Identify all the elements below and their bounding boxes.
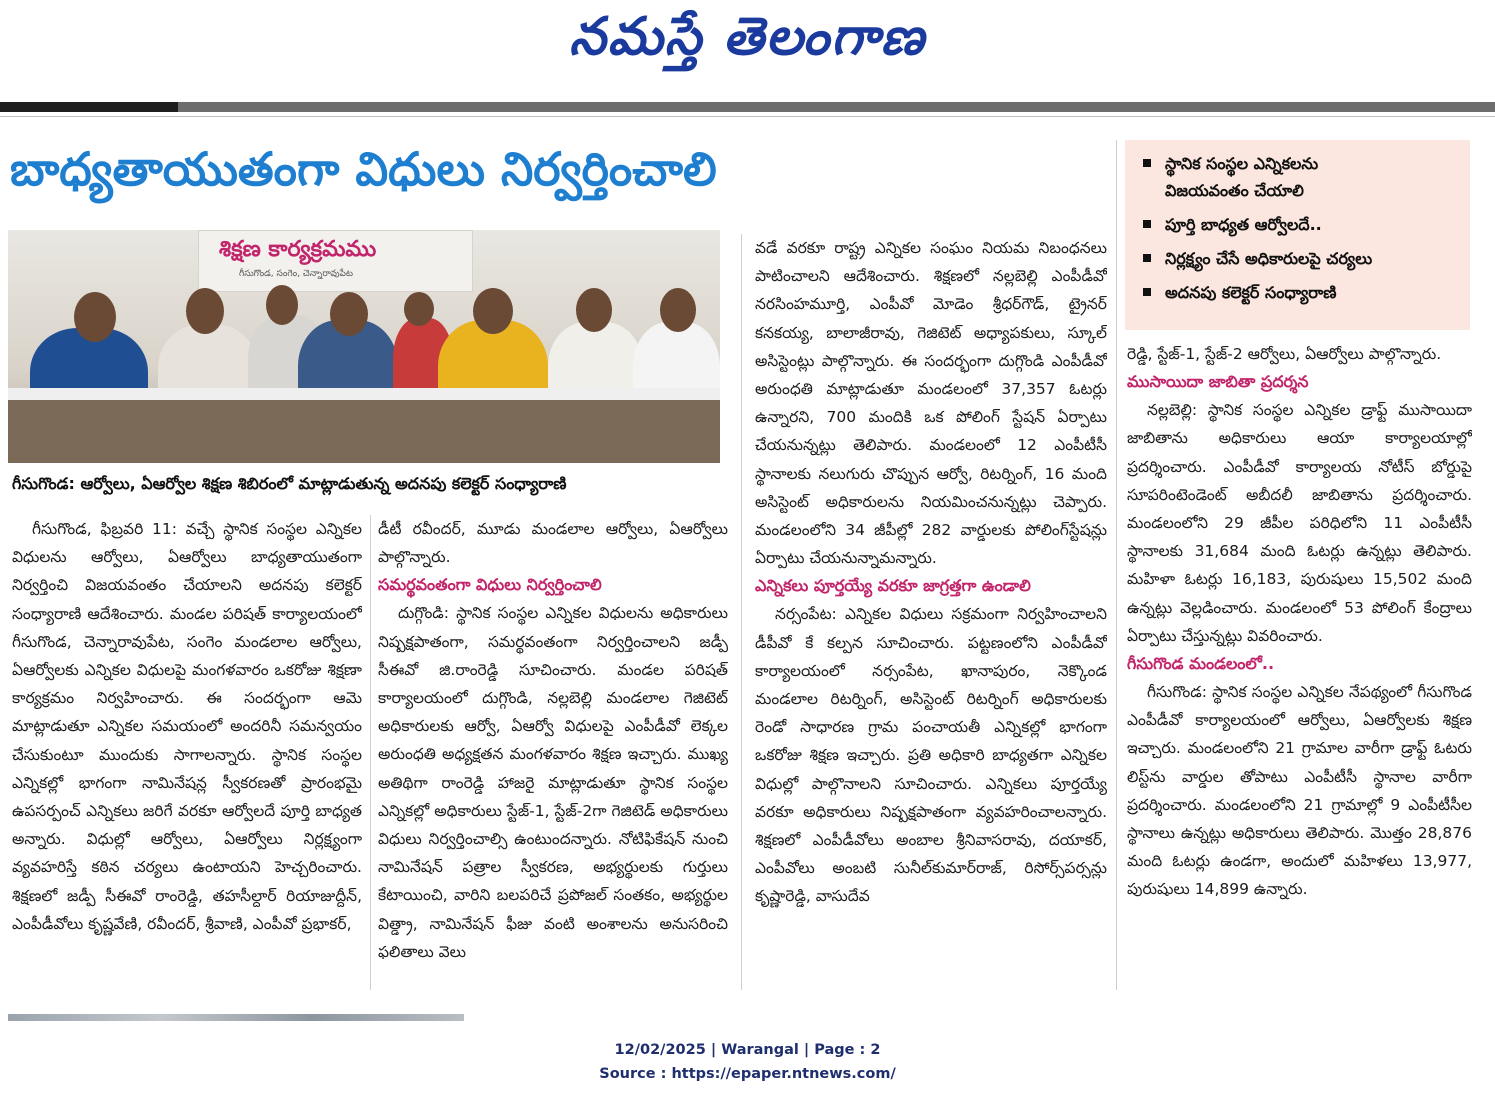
banner-title: శిక్షణ కార్యక్రమము [219,237,377,262]
highlight-text: అదనపు కలెక్టర్ సంధ్యారాణి [1165,283,1337,302]
highlight-text: నిర్లక్ష్యం చేసే అధికారులపై చర్యలు [1165,249,1373,268]
highlight-item [1139,279,1460,306]
square-bullet-icon [1143,159,1151,167]
masthead-rule-accent [0,102,178,112]
source-link[interactable]: Source : https://epaper.ntnews.com/ [599,1066,896,1082]
square-bullet-icon [1143,254,1151,262]
square-bullet-icon [1143,288,1151,296]
article-column-2 [378,515,728,995]
highlight-item [1139,211,1460,238]
table [8,400,720,463]
photo-person-head [576,288,612,332]
highlight-item [1139,245,1460,272]
banner-subtitle: గీసుగొండ, సంగెం, చెన్నారావుపేట [239,269,353,279]
article-column-4 [1127,340,1472,996]
column-1-body: గీసుగొండ, ఫిబ్రవరి 11: వచ్చే స్థానిక సంస్థల ఎన్నికల విధులను ఆర్వోలు, ఏఆర్వోలు బాధ్యతాయుతంగా నిర్వర్తించి విజయవంతం చేయాలని అదనపు కలెక్టర్ సంధ్యారాణి ఆదేశించారు. మండల పరిషత్ కార్యాలయంలో గీసుగొండ, చెన్నారావుపేట, సంగెం మండలాల ఆర్వోలు, ఏఆర్వోలకు ఎన్నికల విధులపై మంగళవారం ఒకరోజు శిక్షణా కార్యక్రమం నిర్వహించారు. ఈ సందర్భంగా ఆమె మాట్లాడుతూ ఎన్నికల సమయంలో అందరినీ సమన్వయం చేసుకుంటూ ముందుకు సాగాలన్నారు. స్థానిక సంస్థల ఎన్నికల్లో భాగంగా నామినేషన్ల స్వీకరణతో ప్రారంభమై ఉపసర్పంచ్ ఎన్నికలు జరిగే వరకూ ఆర్వోలదే పూర్తి బాధ్యత అన్నారు. విధుల్లో ఆర్వోలు, ఏఆర్వోలు నిర్లక్ష్యంగా వ్యవహరిస్తే కఠిన చర్యలు ఉంటాయని హెచ్చరించారు. శిక్షణలో జడ్పీ సీఈవో రాంరెడ్డి, తహసీల్దార్ రియాజుద్దీన్, ఎంపీడీవోలు కృష్ణవేణి, రవీందర్, శ్రీవాణి, ఎంపీవో ప్రభాకర్, [12,520,362,933]
page-footer [0,1038,1495,1086]
column-4-subhead-2: గీసుగొండ మండలంలో.. [1127,654,1275,674]
column-divider [370,515,371,990]
photo-person-head [404,292,434,326]
column-4-body-1: నల్లబెల్లి: స్థానిక సంస్థల ఎన్నికల డ్రాఫ్ట్ ముసాయిదా జాబితాను అధికారులు ఆయా కార్యాలయాల్లో ప్రదర్శించారు. ఎంపీడీవో కార్యాలయ నోటీస్ బోర్డుపై సూపరింటెండెంట్ అబీదలీ జాబితాను ప్రదర్శించారు. మండలంలోని 29 జీపీల పరిధిలోని 11 ఎంపీటీసీ స్థానాలకు 31,684 మంది ఓటర్లు ఉన్నట్లు తెలిపారు. మహిళా ఓటర్లు 16,183, పురుషులు 15,502 మంది ఉన్నట్లు వెల్లడించారు. మండలంలో 53 పోలింగ్ కేంద్రాలు ఏర్పాటు చేస్తున్నట్లు వివరించారు. [1127,401,1472,645]
column-3-body: నర్సంపేట: ఎన్నికల విధులు సక్రమంగా నిర్వహించాలని డీపీవో కే కల్పన సూచించారు. పట్టణంలోని ఎంపీడీవో కార్యాలయంలో నర్సంపేట, ఖానాపురం, నెక్కొండ మండలాల రిటర్నింగ్, అసిస్టెంట్ రిటర్నింగ్ అధికారులకు రెండో సాధారణ గ్రామ పంచాయతీ ఎన్నికల్లో భాగంగా ఒకరోజు శిక్షణ ఇచ్చారు. ప్రతి అధికారి బాధ్యతగా ఎన్నికల విధుల్లో పాల్గొనాలని సూచించారు. ఎన్నికలు పూర్తయ్యే వరకూ అధికారులు నిష్పక్షపాతంగా వ్యవహరించాలన్నారు. శిక్షణలో ఎంపీడీవోలు అంబాల శ్రీనివాసరావు, దయాకర్, ఎంపీవోలు అంబటి సునీల్‌కుమార్‌రాజ్, రిసోర్స్‌పర్సన్లు కృష్ణారెడ్డి, వాసుదేవ [755,605,1107,906]
article-column-3 [755,234,1107,996]
column-divider [741,234,742,990]
masthead-rule-thin [0,116,1495,117]
article-photo [8,230,720,463]
photo-person-head [186,288,224,334]
training-banner [198,230,473,292]
photo-person-head [473,288,513,334]
column-3-subhead: ఎన్నికలు పూర్తయ్యే వరకూ జాగ్రత్తగా ఉండాలి [755,576,1031,596]
column-4-body-2: గీసుగొండ: స్థానిక సంస్థల ఎన్నికల నేపథ్యంలో గీసుగొండ ఎంపీడీవో కార్యాలయంలో ఆర్వోలు, ఏఆర్వోలకు శిక్షణ ఇచ్చారు. మండలంలోని 21 గ్రామాల వారీగా డ్రాఫ్ట్ ఓటరు లిస్ట్‌ను వార్డుల తోపాటు ఎంపీటీసీ స్థానాల వారీగా ప్రదర్శించారు. మండలంలోని 21 గ్రామాల్లో 9 ఎంపీటీసీల స్థానాలు ఉన్నట్లు అధికారులు తెలిపారు. మొత్తం 28,876 మంది ఓటర్లు ఉండగా, అందులో మహిళలు 13,977, పురుషులు 14,899 ఉన్నారు. [1127,683,1472,899]
highlight-text: పూర్తి బాధ్యత ఆర్వోలదే.. [1165,215,1322,234]
photo-person-head [660,288,696,332]
masthead-rule [0,102,1495,112]
highlight-item [1139,150,1389,204]
column-4-subhead-1: ముసాయిదా జాబితా ప్రదర్శన [1127,372,1309,392]
highlights-box [1125,140,1470,330]
edition-info: 12/02/2025 | Warangal | Page : 2 [614,1042,881,1058]
column-2-body: దుగ్గొండి: స్థానిక సంస్థల ఎన్నికల విధులను అధికారులు నిష్పక్షపాతంగా, సమర్థవంతంగా నిర్వర్తించాలని జడ్పీ సీఈవో జి.రాంరెడ్డి సూచించారు. మండల పరిషత్ కార్యాలయంలో దుగ్గొండి, నల్లబెల్లి మండలాల గెజిటెట్ అధికారులకు ఆర్వో, ఏఆర్వో విధులపై ఎంపీడీవో లెక్కల అరుంధతి అధ్యక్షతన మంగళవారం శిక్షణ ఇచ్చారు. ముఖ్య అతిథిగా రాంరెడ్డి హాజరై మాట్లాడుతూ స్థానిక సంస్థల ఎన్నికల్లో అధికారులు స్టేజ్-1, స్టేజ్-2గా గెజిటెడ్ అధికారులు విధులు నిర్వర్తించాల్సి ఉంటుందన్నారు. నోటిఫికేషన్ నుంచి నామినేషన్ పత్రాల స్వీకరణ, అభ్యర్థులకు గుర్తులు కేటాయించి, వారిని బలపరిచే ప్రపోజల్ సంతకం, అభ్యర్థుల విత్డ్రా, నామినేషన్ ఫీజు వంటి అంశాలను అనుసరించి ఫలితాలు వెలు [378,604,728,961]
column-2-subhead: సమర్థవంతంగా విధులు నిర్వర్తించాలి [378,575,602,595]
masthead [0,0,1495,102]
column-2-intro: డీటీ రవీందర్, మూడు మండలాల ఆర్వోలు, ఏఆర్వోలు పాల్గొన్నారు. [378,520,728,567]
article-column-1 [12,515,362,995]
square-bullet-icon [1143,220,1151,228]
photo-person-head [74,292,116,342]
column-divider [1116,140,1117,990]
column-3-intro: వడే వరకూ రాష్ట్ర ఎన్నికల సంఘం నియమ నిబంధనలు పాటించాలని ఆదేశించారు. శిక్షణలో నల్లబెల్లి ఎంపీడీవో నరసింహమూర్తి, ఎంపీవో మోడెం శ్రీధర్‌గౌడ్, ట్రైనర్ కనకయ్య, బాలాజీరావు, గెజిటెట్ అధ్యాపకులు, స్కూల్ అసిస్టెంట్లు పాల్గొన్నారు. ఈ సందర్భంగా దుగ్గొండి ఎంపీడీవో అరుంధతి మాట్లాడుతూ మండలంలో 37,357 ఓటర్లు ఉన్నారని, 700 మందికి ఒక పోలింగ్ స్టేషన్ ఏర్పాటు చేయనున్నట్లు తెలిపారు. మండలంలో 12 ఎంపీటీసీ స్థానాలకు నలుగురు చొప్పున ఆర్వో, రిటర్నింగ్, 16 మంది అసిస్టెంట్ అధికారులను నియమించనున్నట్లు చెప్పారు. మండలంలోని 34 జీపీల్లో 282 వార్డులకు పోలింగ్‌స్టేషన్లు ఏర్పాటు చేయనున్నామన్నారు. [755,239,1107,568]
photo-person-head [330,292,368,336]
next-article-photo-edge [8,1014,464,1021]
highlight-text: స్థానిక సంస్థల ఎన్నికలను విజయవంతం చేయాలి [1165,154,1319,200]
article-headline: బాధ్యతాయుతంగా విధులు నిర్వర్తించాలి [10,142,717,196]
photo-person-head [266,285,298,325]
newspaper-logo: నమస్తే తెలంగాణ [569,6,926,67]
photo-caption: గీసుగొండ: ఆర్వోలు, ఏఆర్వోల శిక్షణ శిబిరంలో మాట్లాడుతున్న అదనపు కలెక్టర్ సంధ్యారాణి [12,474,567,493]
column-4-intro: రెడ్డి, స్టేజ్-1, స్టేజ్-2 ఆర్వోలు, ఏఆర్వోలు పాల్గొన్నారు. [1127,345,1442,363]
